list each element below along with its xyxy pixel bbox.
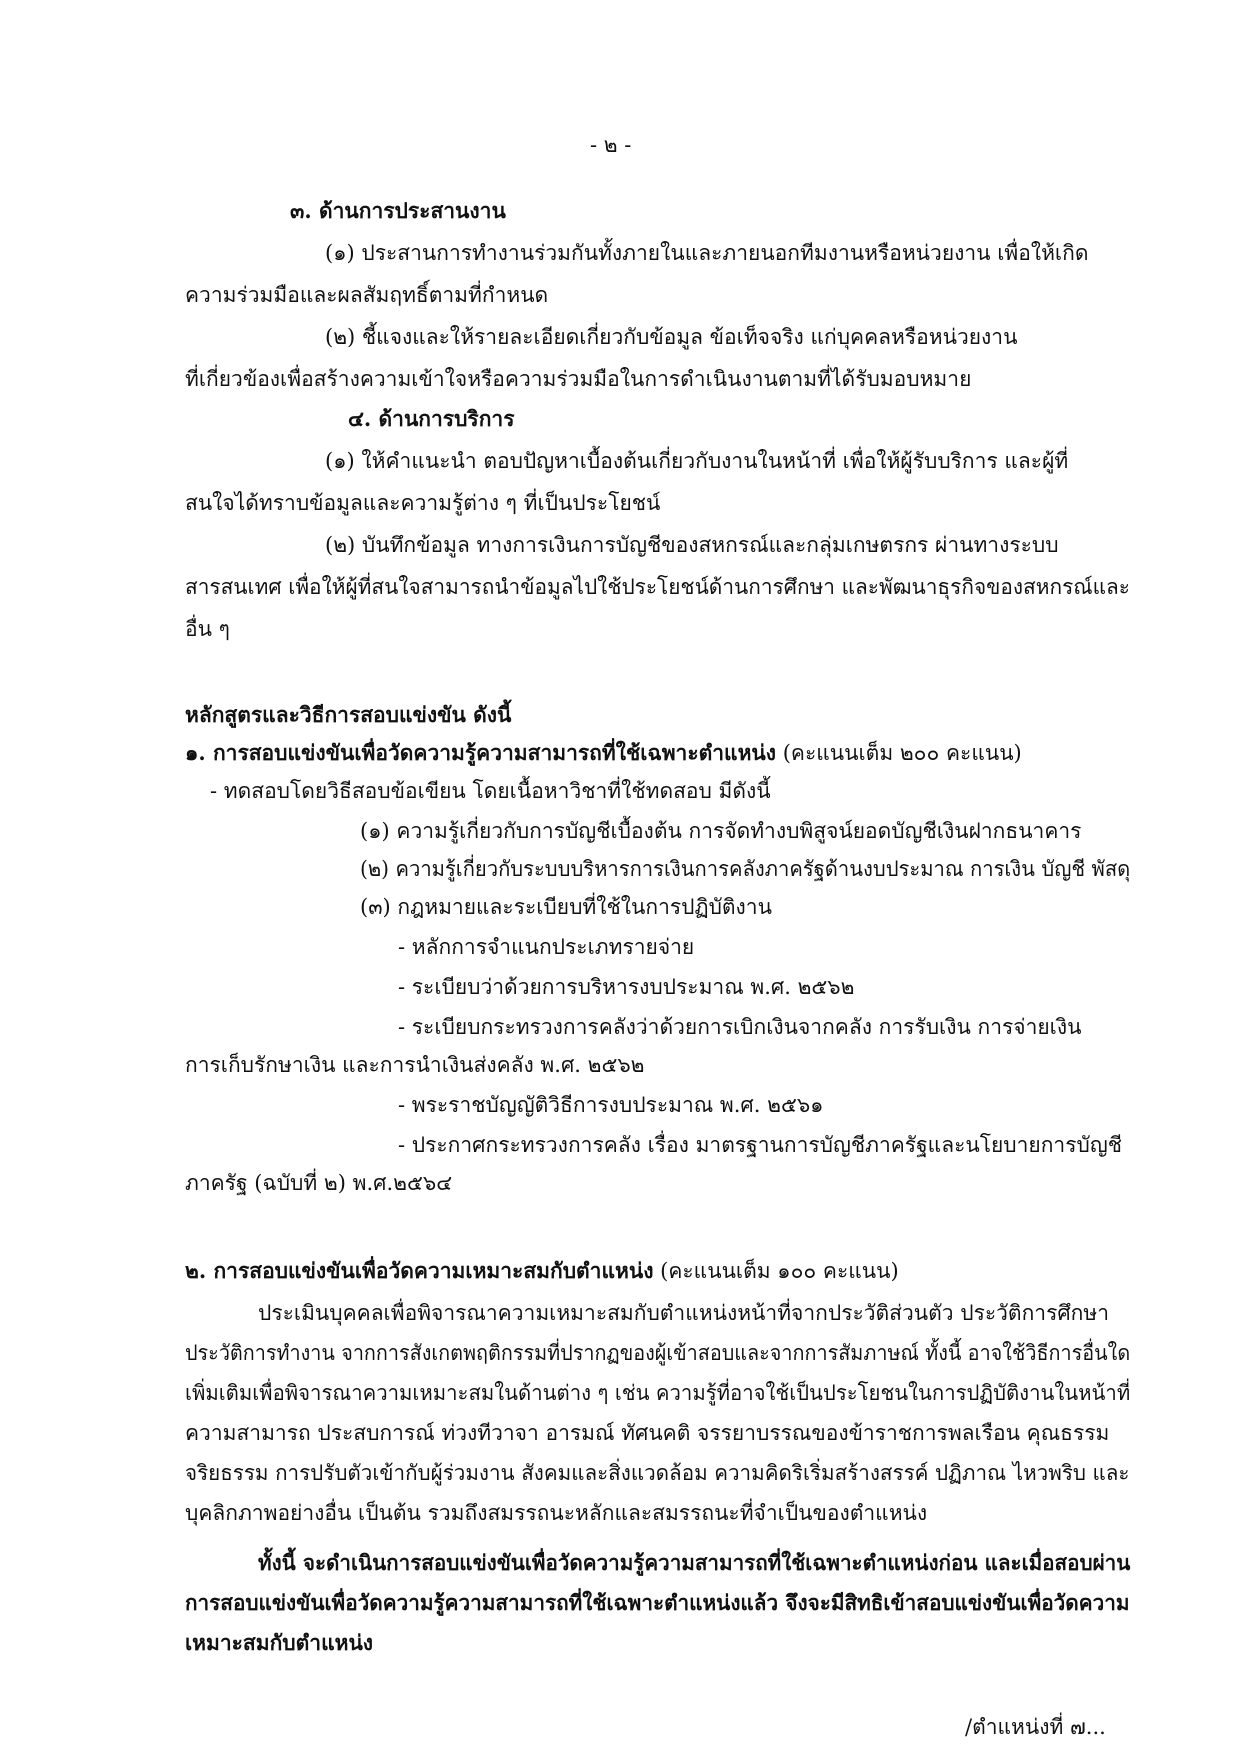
section3-item1-line2: ความร่วมมือและผลสัมฤทธิ์ตามที่กำหนด <box>185 283 549 307</box>
section4-item2-line2: สารสนเทศ เพื่อให้ผู้ที่สนใจสามารถนำข้อมูลไปใช้ประโยชน์ด้านการศึกษา และพัฒนาธุรกิจของสหกรณ์และ <box>185 575 1130 599</box>
law-item-5-line2: ภาครัฐ (ฉบับที่ ๒) พ.ศ.๒๕๖๔ <box>185 1171 453 1195</box>
section3-item1-line1: (๑) ประสานการทำงานร่วมกันทั้งภายในและภายนอกทีมงานหรือหน่วยงาน เพื่อให้เกิด <box>325 241 1089 265</box>
exam1-topic3: (๓) กฎหมายและระเบียบที่ใช้ในการปฏิบัติงาน <box>360 895 772 919</box>
law-item-2: - ระเบียบว่าด้วยการบริหารงบประมาณ พ.ศ. ๒๕๖๒ <box>398 975 855 999</box>
note-line2: การสอบแข่งขันเพื่อวัดความรู้ความสามารถที่ใช้เฉพาะตำแหน่งแล้ว จึงจะมีสิทธิเข้าสอบแข่งขันเพื่อวัดความ <box>185 1590 1130 1615</box>
exam2-paragraph-line5: จริยธรรม การปรับตัวเข้ากับผู้ร่วมงาน สังคมและสิ่งแวดล้อม ความคิดริเริ่มสร้างสรรค์ ปฏิภาณ ไหวพริบ และ <box>185 1461 1130 1485</box>
exam2-paragraph-line6: บุคลิกภาพอย่างอื่น เป็นต้น รวมถึงสมรรถนะหลักและสมรรถนะที่จำเป็นของตำแหน่ง <box>185 1501 928 1525</box>
law-item-5-line1: - ประกาศกระทรวงการคลัง เรื่อง มาตรฐานการบัญชีภาครัฐและนโยบายการบัญชี <box>398 1133 1122 1157</box>
exam2-title: ๒. การสอบแข่งขันเพื่อวัดความเหมาะสมกับตำแหน่ง <box>185 1258 654 1283</box>
section3-item2-line1: (๒) ชี้แจงและให้รายละเอียดเกี่ยวกับข้อมูล ข้อเท็จจริง แก่บุคคลหรือหน่วยงาน <box>325 325 1018 349</box>
section3-item2-line2: ที่เกี่ยวข้องเพื่อสร้างความเข้าใจหรือความร่วมมือในการดำเนินงานตามที่ได้รับมอบหมาย <box>185 367 972 391</box>
exam2-paragraph-line3: เพิ่มเติมเพื่อพิจารณาความเหมาะสมในด้านต่าง ๆ เช่น ความรู้ที่อาจใช้เป็นประโยชนในการปฏิบัติงานในหน้าที่ <box>185 1381 1131 1405</box>
exam1-score: (คะแนนเต็ม ๒๐๐ คะแนน) <box>782 741 1022 765</box>
exam1-topic2: (๒) ความรู้เกี่ยวกับระบบบริหารการเงินการคลังภาครัฐด้านงบประมาณ การเงิน บัญชี พัสดุ <box>360 857 1131 881</box>
page-number: - ๒ - <box>590 133 632 157</box>
section4-item1-line1: (๑) ให้คำแนะนำ ตอบปัญหาเบื้องต้นเกี่ยวกับงานในหน้าที่ เพื่อให้ผู้รับบริการ และผู้ที่ <box>325 449 1069 473</box>
exam1-title: ๑. การสอบแข่งขันเพื่อวัดความรู้ความสามารถที่ใช้เฉพาะตำแหน่ง <box>185 740 777 765</box>
law-item-4: - พระราชบัญญัติวิธีการงบประมาณ พ.ศ. ๒๕๖๑ <box>398 1093 824 1117</box>
exam2-paragraph-line1: ประเมินบุคคลเพื่อพิจารณาความเหมาะสมกับตำแหน่งหน้าที่จากประวัติส่วนตัว ประวัติการศึกษา <box>258 1301 1110 1325</box>
exam2-score: (คะแนนเต็ม ๑๐๐ คะแนน) <box>660 1259 899 1283</box>
law-item-3-line2: การเก็บรักษาเงิน และการนำเงินส่งคลัง พ.ศ. ๒๕๖๒ <box>185 1053 645 1077</box>
exam1-heading-line <box>185 738 1022 768</box>
section4-item2-line1: (๒) บันทึกข้อมูล ทางการเงินการบัญชีของสหกรณ์และกลุ่มเกษตรกร ผ่านทางระบบ <box>325 533 1059 557</box>
law-item-1: - หลักการจำแนกประเภทรายจ่าย <box>398 935 695 959</box>
law-item-3-line1: - ระเบียบกระทรวงการคลังว่าด้วยการเบิกเงินจากคลัง การรับเงิน การจ่ายเงิน <box>398 1015 1082 1039</box>
curriculum-heading: หลักสูตรและวิธีการสอบแข่งขัน ดังนี้ <box>185 702 512 727</box>
exam2-paragraph-line2: ประวัติการทำงาน จากการสังเกตพฤติกรรมที่ปรากฏของผู้เข้าสอบและจากการสัมภาษณ์ ทั้งนี้ อาจใช้วิธีการอื่นใด <box>185 1341 1131 1365</box>
note-line3: เหมาะสมกับตำแหน่ง <box>185 1630 374 1655</box>
continuation-marker: /ตำแหน่งที่ ๗... <box>965 1715 1106 1739</box>
exam2-paragraph-line4: ความสามารถ ประสบการณ์ ท่วงทีวาจา อารมณ์ ทัศนคติ จรรยาบรรณของข้าราชการพลเรือน คุณธรรม <box>185 1421 1110 1445</box>
section3-heading: ๓. ด้านการประสานงาน <box>290 198 506 223</box>
section4-heading: ๔. ด้านการบริการ <box>348 406 515 431</box>
section4-item1-line2: สนใจได้ทราบข้อมูลและความรู้ต่าง ๆ ที่เป็นประโยชน์ <box>185 491 661 515</box>
exam1-method: - ทดสอบโดยวิธีสอบข้อเขียน โดยเนื้อหาวิชาที่ใช้ทดสอบ มีดังนี้ <box>210 779 771 803</box>
exam1-topic1: (๑) ความรู้เกี่ยวกับการบัญชีเบื้องต้น การจัดทำงบพิสูจน์ยอดบัญชีเงินฝากธนาคาร <box>360 819 1082 843</box>
note-line1: ทั้งนี้ จะดำเนินการสอบแข่งขันเพื่อวัดความรู้ความสามารถที่ใช้เฉพาะตำแหน่งก่อน และเมื่อสอบผ่าน <box>258 1550 1131 1575</box>
section4-item2-line3: อื่น ๆ <box>185 617 230 641</box>
exam2-heading-line <box>185 1256 899 1286</box>
